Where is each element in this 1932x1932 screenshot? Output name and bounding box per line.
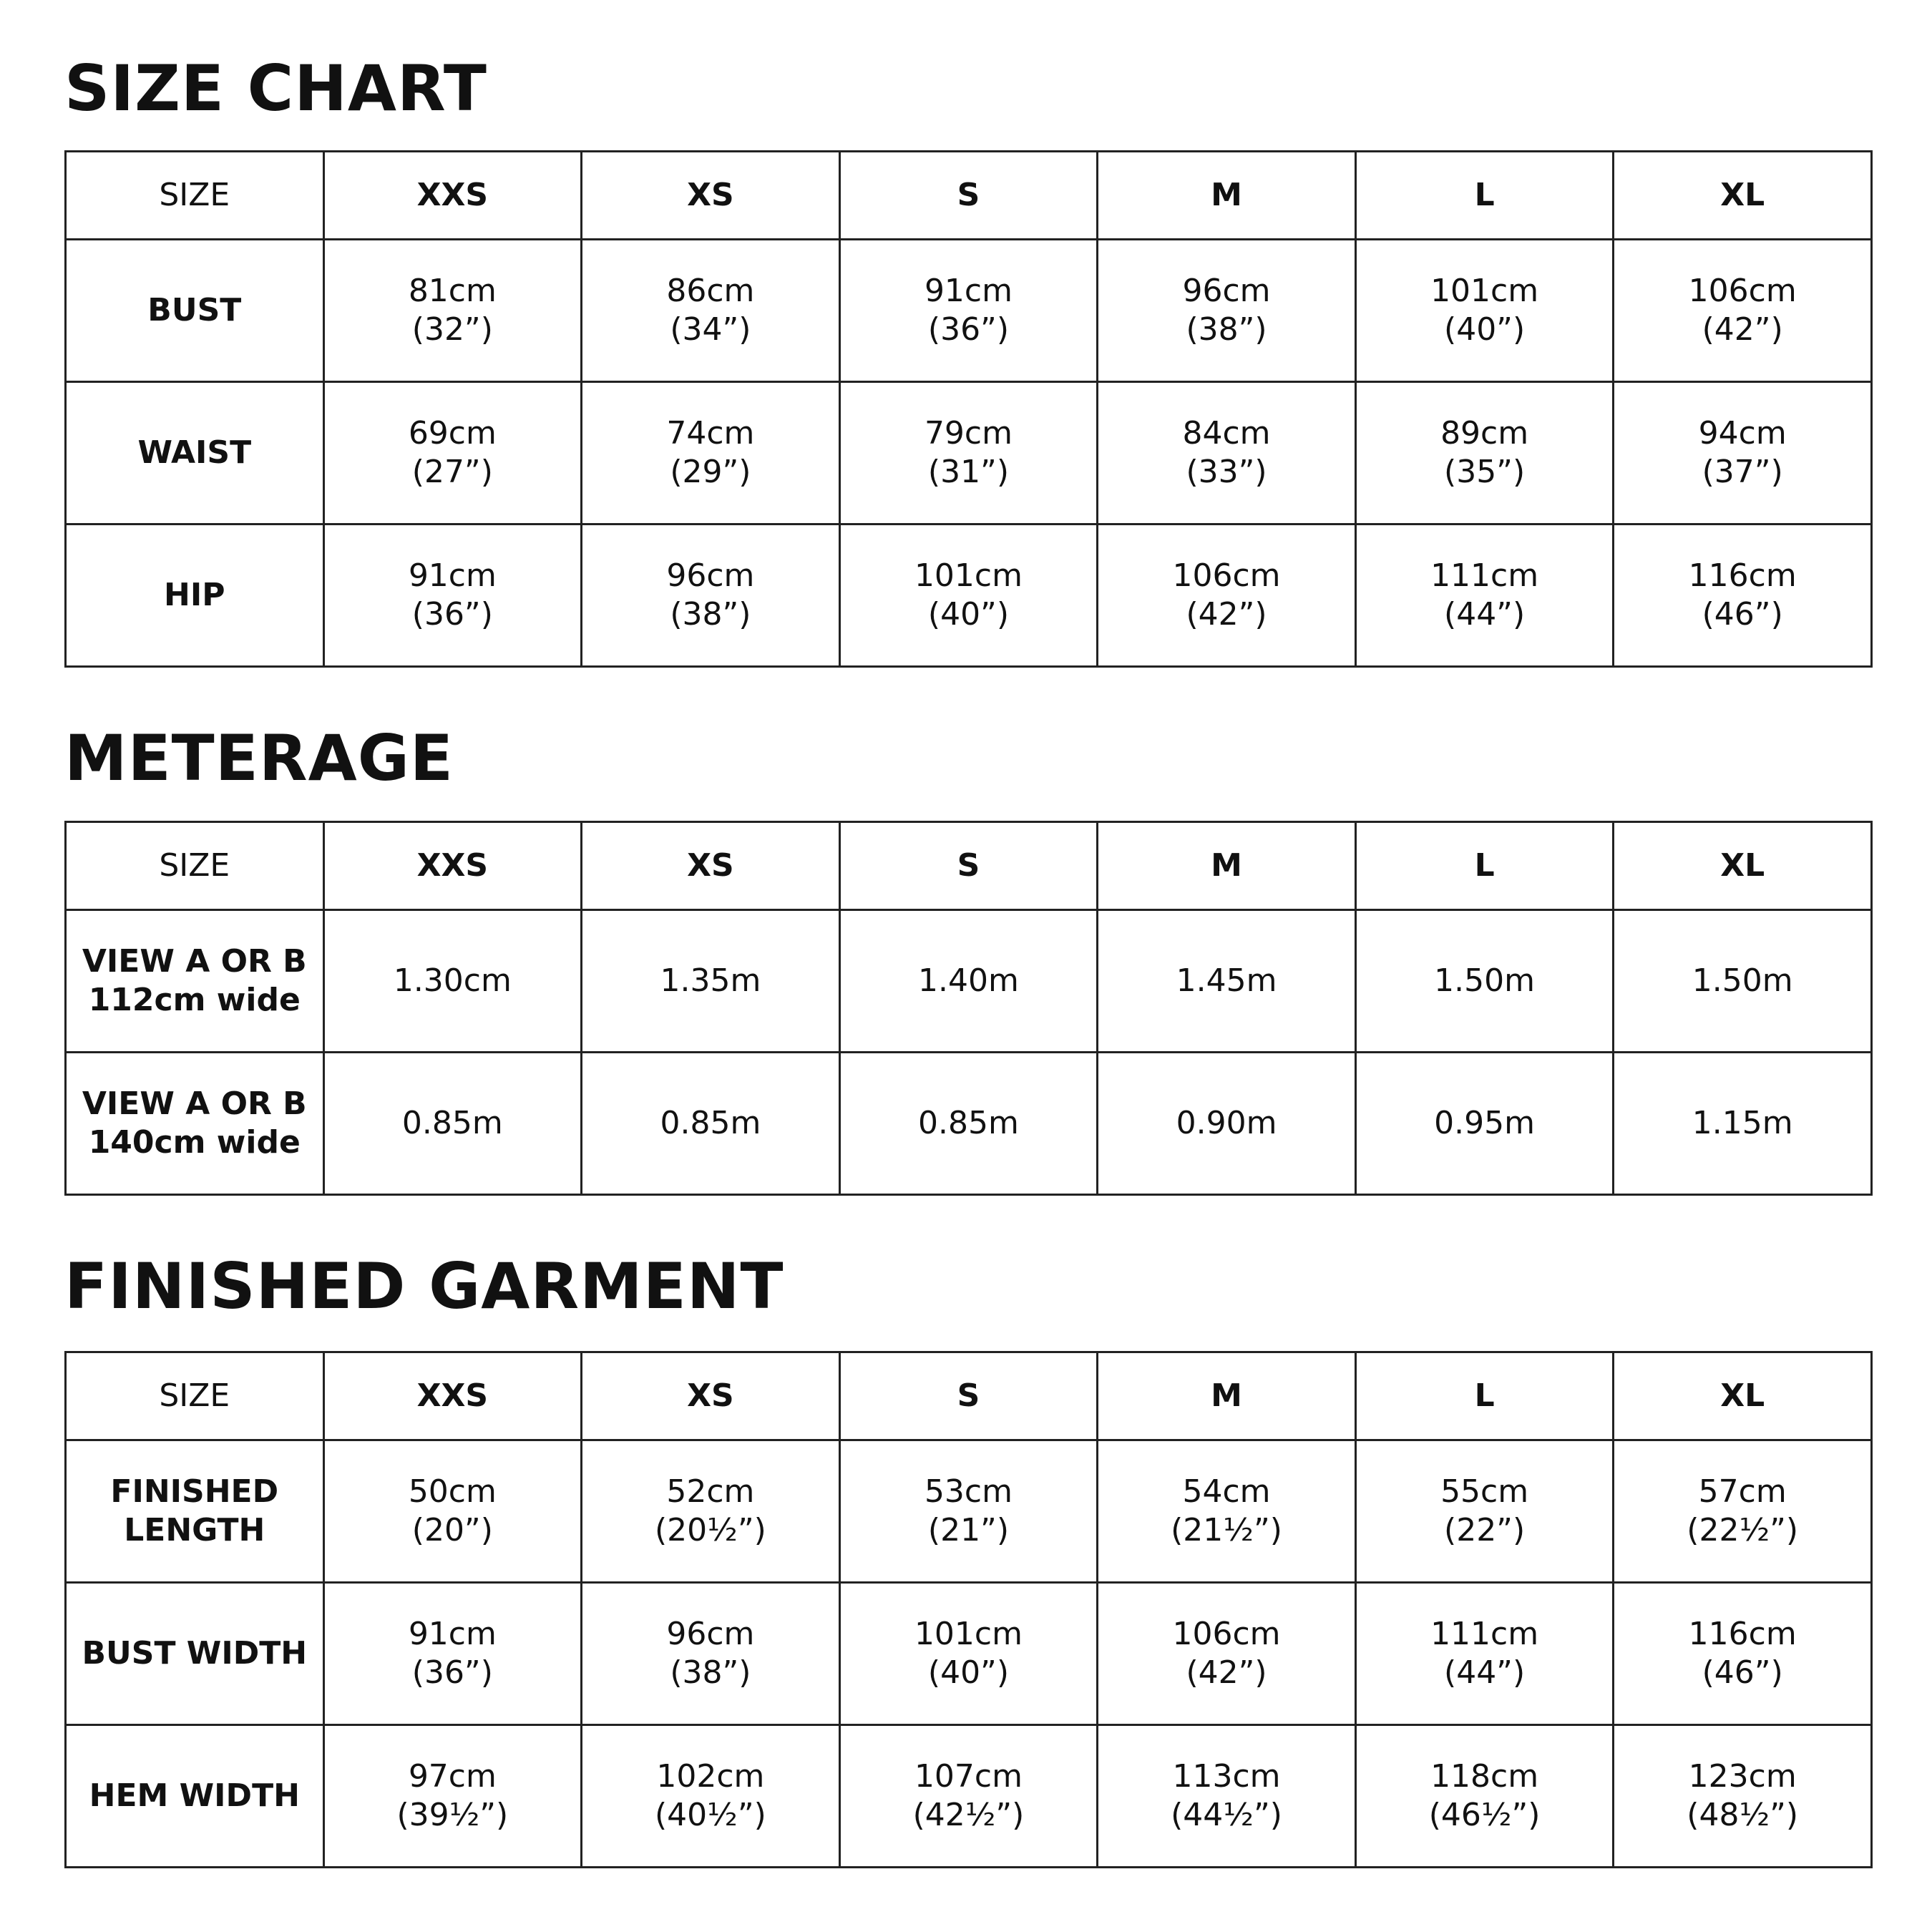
size-chart-title: SIZE CHART (64, 52, 487, 125)
table-cell (1614, 910, 1872, 1053)
cell-inch: (44”) (1444, 1654, 1526, 1691)
cell-cm: 79cm (924, 415, 1013, 452)
cell-inch: (40”) (1444, 311, 1526, 348)
cell-cm: 118cm (1430, 1758, 1539, 1795)
cell-value: 1.40m (918, 962, 1019, 999)
size-header-l: L (1355, 152, 1614, 240)
table-cell (839, 1440, 1098, 1583)
table-cell (839, 910, 1098, 1053)
cell-cm: 81cm (408, 273, 497, 309)
cell-inch: (40½”) (655, 1797, 766, 1833)
size-header-m: M (1098, 152, 1356, 240)
size-header-xxs: XXS (323, 152, 582, 240)
table-cell (1355, 382, 1614, 525)
size-header-l: L (1355, 1352, 1614, 1440)
row-label-text: FINISHED (110, 1473, 279, 1510)
table-cell (323, 1053, 582, 1195)
header-row (66, 1352, 1872, 1440)
size-header-l: L (1355, 822, 1614, 910)
row-label-bust-width (66, 1583, 324, 1725)
row-label-text: HIP (164, 577, 225, 613)
size-header-xl: XL (1614, 822, 1872, 910)
cell-inch: (37”) (1702, 454, 1783, 490)
table-row-bust-width (66, 1583, 1872, 1725)
cell-inch: (46½”) (1428, 1797, 1541, 1833)
table-cell (323, 1440, 582, 1583)
cell-inch: (22”) (1444, 1512, 1526, 1548)
row-label-text: BUST WIDTH (82, 1635, 308, 1672)
table-cell (1098, 382, 1356, 525)
table-row-finished-length (66, 1440, 1872, 1583)
cell-cm: 96cm (666, 1616, 755, 1652)
row-label-waist (66, 382, 324, 525)
row-label-finished-length (66, 1440, 324, 1583)
meterage-title: METERAGE (64, 721, 454, 795)
table-cell (1614, 1440, 1872, 1583)
table-cell (1614, 1053, 1872, 1195)
cell-cm: 113cm (1172, 1758, 1281, 1795)
cell-value: 1.50m (1434, 962, 1536, 999)
row-label-text: HEM WIDTH (89, 1777, 300, 1814)
size-header-xs: XS (582, 152, 840, 240)
row-label-subtext: LENGTH (124, 1512, 265, 1548)
table-cell (323, 1583, 582, 1725)
cell-cm: 86cm (666, 273, 755, 309)
cell-value: 0.85m (918, 1105, 1019, 1141)
size-header-m: M (1098, 822, 1356, 910)
table-cell (582, 382, 840, 525)
cell-cm: 50cm (408, 1473, 497, 1510)
cell-inch: (21”) (927, 1512, 1010, 1548)
cell-cm: 97cm (408, 1758, 497, 1795)
table-cell (1098, 1440, 1356, 1583)
table-cell (1614, 382, 1872, 525)
table-cell (839, 1583, 1098, 1725)
size-header-xl: XL (1614, 152, 1872, 240)
row-label-text: BUST (147, 292, 242, 328)
cell-cm: 54cm (1182, 1473, 1271, 1510)
cell-cm: 57cm (1698, 1473, 1787, 1510)
table-cell (582, 525, 840, 667)
table-cell (1614, 240, 1872, 382)
cell-cm: 96cm (1182, 273, 1271, 309)
cell-inch: (22½”) (1687, 1512, 1799, 1548)
cell-cm: 106cm (1172, 557, 1281, 594)
cell-inch: (46”) (1702, 596, 1783, 633)
table-row-112cm (66, 910, 1872, 1053)
table-cell (323, 910, 582, 1053)
table-cell (323, 382, 582, 525)
meterage-table (64, 821, 1873, 1196)
table-cell (1614, 525, 1872, 667)
table-cell (323, 1725, 582, 1868)
cell-cm: 69cm (408, 415, 497, 452)
size-header-xxs: XXS (323, 1352, 582, 1440)
table-cell (582, 910, 840, 1053)
table-cell (1355, 525, 1614, 667)
cell-inch: (20”) (411, 1512, 493, 1548)
cell-cm: 123cm (1688, 1758, 1797, 1795)
table-cell (582, 240, 840, 382)
size-chart-table (64, 150, 1873, 668)
cell-inch: (32”) (411, 311, 493, 348)
cell-value: 0.95m (1434, 1105, 1536, 1141)
size-header-s: S (839, 1352, 1098, 1440)
cell-cm: 101cm (914, 557, 1023, 594)
cell-inch: (39½”) (396, 1797, 509, 1833)
size-header-s: S (839, 152, 1098, 240)
table-cell (1098, 910, 1356, 1053)
table-cell (1355, 1053, 1614, 1195)
cell-cm: 111cm (1430, 557, 1539, 594)
row-label-bust (66, 240, 324, 382)
cell-cm: 89cm (1440, 415, 1529, 452)
cell-inch: (36”) (411, 596, 493, 633)
cell-value: 1.15m (1692, 1105, 1793, 1141)
cell-inch: (31”) (927, 454, 1010, 490)
table-cell (1098, 1583, 1356, 1725)
cell-value: 1.35m (660, 962, 761, 999)
table-cell (323, 525, 582, 667)
cell-cm: 91cm (924, 273, 1013, 309)
size-header-label: SIZE (66, 152, 324, 240)
size-header-m: M (1098, 1352, 1356, 1440)
table-row-hem-width (66, 1725, 1872, 1868)
table-row-bust (66, 240, 1872, 382)
cell-value: 1.30cm (393, 962, 512, 999)
table-cell (582, 1583, 840, 1725)
cell-inch: (21½”) (1171, 1512, 1282, 1548)
cell-inch: (38”) (670, 596, 751, 633)
size-header-label: SIZE (66, 1352, 324, 1440)
cell-cm: 111cm (1430, 1616, 1539, 1652)
cell-cm: 52cm (666, 1473, 755, 1510)
header-row (66, 152, 1872, 240)
table-cell (839, 382, 1098, 525)
size-header-xxs: XXS (323, 822, 582, 910)
cell-value: 0.85m (660, 1105, 761, 1141)
size-header-label: SIZE (66, 822, 324, 910)
cell-inch: (42½”) (912, 1797, 1025, 1833)
cell-inch: (48½”) (1687, 1797, 1799, 1833)
cell-inch: (27”) (411, 454, 493, 490)
cell-inch: (46”) (1702, 1654, 1783, 1691)
table-cell (839, 240, 1098, 382)
table-cell (839, 1725, 1098, 1868)
row-label-text: WAIST (137, 434, 252, 471)
row-label-text: VIEW A OR B (82, 943, 307, 980)
table-cell (1355, 1440, 1614, 1583)
row-label-112cm (66, 910, 324, 1053)
table-cell (839, 1053, 1098, 1195)
table-cell (1098, 1725, 1356, 1868)
cell-inch: (36”) (411, 1654, 493, 1691)
cell-inch: (36”) (927, 311, 1010, 348)
table-cell (1098, 1053, 1356, 1195)
cell-inch: (34”) (670, 311, 751, 348)
table-cell (323, 240, 582, 382)
cell-cm: 53cm (924, 1473, 1013, 1510)
cell-cm: 116cm (1688, 557, 1797, 594)
size-header-xs: XS (582, 1352, 840, 1440)
size-header-xl: XL (1614, 1352, 1872, 1440)
cell-inch: (40”) (927, 596, 1010, 633)
cell-cm: 74cm (666, 415, 755, 452)
table-cell (1355, 1725, 1614, 1868)
finished-garment-title: FINISHED GARMENT (64, 1249, 784, 1323)
cell-inch: (20½”) (655, 1512, 766, 1548)
cell-cm: 101cm (1430, 273, 1539, 309)
cell-value: 0.90m (1176, 1105, 1277, 1141)
row-label-subtext: 140cm wide (88, 1124, 301, 1161)
cell-value: 0.85m (401, 1105, 503, 1141)
row-label-hem-width (66, 1725, 324, 1868)
row-label-140cm (66, 1053, 324, 1195)
table-row-140cm (66, 1053, 1872, 1195)
cell-cm: 107cm (914, 1758, 1023, 1795)
table-cell (582, 1440, 840, 1583)
cell-cm: 84cm (1182, 415, 1271, 452)
cell-inch: (42”) (1186, 596, 1267, 633)
cell-inch: (44½”) (1171, 1797, 1282, 1833)
header-row (66, 822, 1872, 910)
size-header-s: S (839, 822, 1098, 910)
cell-cm: 101cm (914, 1616, 1023, 1652)
table-cell (1355, 1583, 1614, 1725)
cell-cm: 116cm (1688, 1616, 1797, 1652)
cell-inch: (38”) (1186, 311, 1267, 348)
row-label-hip (66, 525, 324, 667)
table-cell (582, 1053, 840, 1195)
cell-inch: (29”) (670, 454, 751, 490)
table-row-hip (66, 525, 1872, 667)
table-cell (1098, 240, 1356, 382)
row-label-subtext: 112cm wide (88, 982, 301, 1018)
cell-inch: (42”) (1702, 311, 1783, 348)
cell-cm: 91cm (408, 1616, 497, 1652)
table-cell (1098, 525, 1356, 667)
cell-inch: (42”) (1186, 1654, 1267, 1691)
cell-cm: 94cm (1698, 415, 1787, 452)
cell-cm: 106cm (1688, 273, 1797, 309)
row-label-text: VIEW A OR B (82, 1085, 307, 1122)
cell-inch: (38”) (670, 1654, 751, 1691)
table-cell (1355, 240, 1614, 382)
finished-garment-table (64, 1351, 1873, 1868)
table-row-waist (66, 382, 1872, 525)
cell-cm: 106cm (1172, 1616, 1281, 1652)
cell-value: 1.45m (1176, 962, 1277, 999)
table-cell (1614, 1725, 1872, 1868)
cell-cm: 102cm (656, 1758, 765, 1795)
size-header-xs: XS (582, 822, 840, 910)
cell-inch: (44”) (1444, 596, 1526, 633)
cell-inch: (35”) (1444, 454, 1526, 490)
cell-cm: 96cm (666, 557, 755, 594)
cell-inch: (40”) (927, 1654, 1010, 1691)
cell-cm: 55cm (1440, 1473, 1529, 1510)
cell-cm: 91cm (408, 557, 497, 594)
table-cell (1614, 1583, 1872, 1725)
cell-inch: (33”) (1186, 454, 1267, 490)
table-cell (839, 525, 1098, 667)
cell-value: 1.50m (1692, 962, 1793, 999)
table-cell (1355, 910, 1614, 1053)
table-cell (582, 1725, 840, 1868)
